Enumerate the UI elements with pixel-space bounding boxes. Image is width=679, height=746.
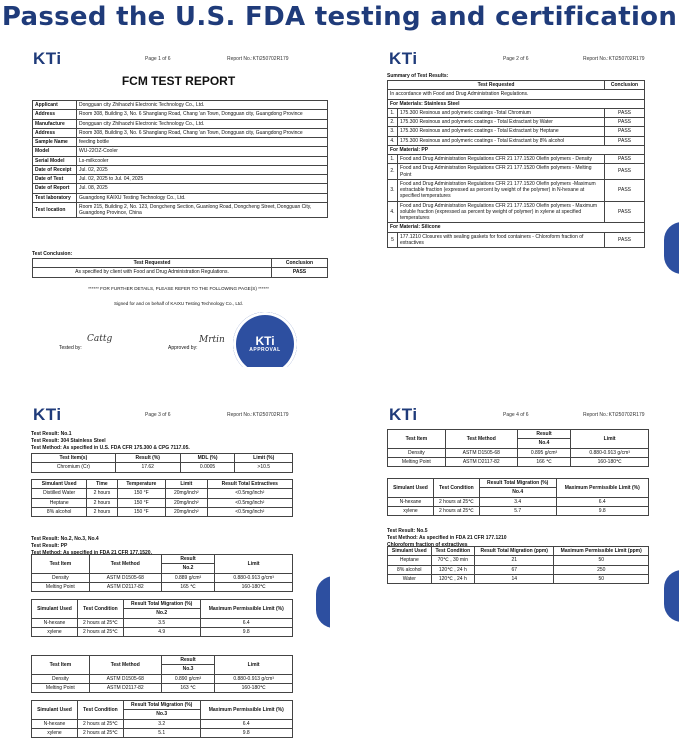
report-page-3 <box>27 398 330 746</box>
result-cell: PASS <box>605 108 645 117</box>
page-number: Page 4 of 6 <box>503 412 529 418</box>
table-cell: 165 ℃ <box>161 582 215 591</box>
table-cell: ASTM D2117-82 <box>89 582 161 591</box>
migration-no4-table <box>387 478 649 516</box>
table-cell: Melting Point <box>32 683 90 692</box>
col-header: Maximum Permissible Limit (%) <box>200 701 293 720</box>
col-header: Maximum Permissible Limit (%) <box>556 479 649 498</box>
table-cell: 160-180℃ <box>571 457 649 466</box>
kti-logo: KTi <box>33 405 62 424</box>
table-row <box>32 582 293 591</box>
page-number: Page 3 of 6 <box>145 412 171 418</box>
table-cell: 20mg/inch² <box>166 507 207 516</box>
table-cell: 9.8 <box>556 506 649 515</box>
header-row <box>388 430 649 439</box>
sample-label: No.4 <box>479 488 556 497</box>
result-cell: PASS <box>605 201 645 223</box>
col-header: Test Method <box>445 430 517 449</box>
table-row <box>388 565 649 574</box>
col-header: Result Total Migration (%) <box>123 701 200 710</box>
table-cell: 67 <box>475 565 554 574</box>
requirement-text: Food and Drug Administration Regulations CFR 21 177.1520 Olefin polymers -Maximum extractable fraction (expressed as percent by weight of the polymer) in N-hexane at specified temperatures <box>398 179 605 201</box>
table-cell: 166 ℃ <box>517 457 571 466</box>
field-label: Sample Name <box>33 138 77 147</box>
summary-row <box>388 127 645 136</box>
table-cell: 150 °F <box>117 489 166 498</box>
table-cell: ASTM D1505-68 <box>445 448 517 457</box>
field-label: Address <box>33 128 77 137</box>
table-cell: 14 <box>475 574 554 583</box>
result-cell: PASS <box>605 136 645 145</box>
table-cell: 160-180℃ <box>215 683 293 692</box>
field-label: Date of Report <box>33 184 77 193</box>
report-page-4 <box>383 398 679 746</box>
info-row <box>33 110 328 119</box>
col-header: Result <box>517 430 571 439</box>
table-cell: 8% alcohol <box>388 565 432 574</box>
heading-line: Test Method: As specified in U.S. FDA CFR 175.300 & CPG 7117.05. <box>31 444 190 451</box>
heading-line: Chloroform fraction of extractives <box>387 541 468 548</box>
col-header: Simulant Used <box>388 547 432 556</box>
table-cell: Heptane <box>388 556 432 565</box>
heading-line: Test Result: PP <box>31 542 68 549</box>
table-row <box>388 457 649 466</box>
table-row <box>32 498 293 507</box>
table-cell: 2 hours <box>87 507 117 516</box>
sample-label: No.3 <box>161 665 215 674</box>
info-row <box>33 147 328 156</box>
col-header: Limit <box>215 555 293 574</box>
table-cell: Melting Point <box>388 457 446 466</box>
table-row <box>388 556 649 565</box>
table-cell: 20mg/inch² <box>166 489 207 498</box>
table-cell: 2 hours at 25℃ <box>433 497 479 506</box>
table-cell: 2 hours <box>87 489 117 498</box>
table-cell: <0.5mg/inch² <box>207 498 292 507</box>
table-row <box>32 573 293 582</box>
page-number: Page 2 of 6 <box>503 56 529 62</box>
table-cell: Density <box>388 448 446 457</box>
conclusion-result: PASS <box>272 268 328 277</box>
header-row <box>32 656 293 665</box>
field-label: Serial Model <box>33 156 77 165</box>
group-row <box>388 145 645 154</box>
sample-label: No.2 <box>123 609 200 618</box>
table-cell: 5.7 <box>479 506 556 515</box>
table-row <box>32 719 293 728</box>
report-info-table <box>32 100 328 218</box>
table-cell: ASTM D1505-68 <box>89 573 161 582</box>
field-label: Manufacture <box>33 119 77 128</box>
tested-by-label: Tested by: <box>59 345 82 351</box>
table-cell: 120℃ , 24 h <box>431 565 474 574</box>
summary-heading: Summary of Test Results: <box>387 73 449 79</box>
col-header: Test Item <box>388 430 446 449</box>
table-cell: xylene <box>32 728 78 737</box>
info-row <box>33 156 328 165</box>
approver-signature: Mrtin <box>199 335 225 345</box>
table-cell: >10.5 <box>235 463 293 472</box>
table-cell: 160-180℃ <box>215 582 293 591</box>
table-cell: 17.62 <box>115 463 180 472</box>
col-header: Test Requested <box>33 259 272 268</box>
col-header: MDL (%) <box>180 454 235 463</box>
table-row <box>388 448 649 457</box>
col-header: Test Condition <box>431 547 474 556</box>
field-label: Model <box>33 147 77 156</box>
table-cell: ASTM D2117-82 <box>89 683 161 692</box>
table-cell: 8% alcohol <box>32 507 87 516</box>
summary-row <box>388 179 645 201</box>
col-header: Test Requested <box>388 81 605 90</box>
requirement-text: 175.300 Resinous and polymeric coatings - Total Extractant by Water <box>398 118 605 127</box>
table-cell: Density <box>32 573 90 582</box>
table-cell: 9.8 <box>200 627 293 636</box>
kti-logo: KTi <box>33 49 62 68</box>
report-page-1 <box>27 42 330 367</box>
table-cell: 70℃ , 30 min <box>431 556 474 565</box>
col-header: Simulant Used <box>32 600 78 619</box>
group-row <box>388 99 645 108</box>
table-row <box>32 674 293 683</box>
heading-line: Test Result: No.1 <box>31 431 72 437</box>
table-cell: 0.880-0.913 g/cm³ <box>215 573 293 582</box>
row-number: 4. <box>388 201 398 223</box>
header-row <box>388 547 649 556</box>
col-header: Simulant Used <box>388 479 434 498</box>
group-title: For Material: PP <box>388 145 645 154</box>
table-cell: 0.880-0.913 g/cm³ <box>215 674 293 683</box>
chromium-table <box>31 453 293 473</box>
result-cell: PASS <box>605 232 645 248</box>
result-cell: PASS <box>605 179 645 201</box>
table-row <box>32 463 293 472</box>
col-header: Limit <box>571 430 649 449</box>
table-cell: 2 hours at 25℃ <box>77 618 123 627</box>
row-number: 3. <box>388 179 398 201</box>
field-value: Room 215, Building 2, No. 123, Dongcheng Section, Guanlong Road, Dongcheng Street, Dongguan City, Guangdong Province, China <box>77 202 328 218</box>
table-cell: 50 <box>554 574 649 583</box>
summary-row <box>388 118 645 127</box>
row-number: 5 <box>388 232 398 248</box>
col-header: Test Item <box>32 656 90 675</box>
col-header: Test Method <box>89 656 161 675</box>
table-cell: 0.880-0.913 g/cm³ <box>571 448 649 457</box>
kti-logo: KTi <box>389 405 418 424</box>
table-cell: 2 hours at 25℃ <box>77 719 123 728</box>
table-cell: Heptane <box>32 498 87 507</box>
col-header: Result (%) <box>115 454 180 463</box>
heading-line: Test Result: 304 Stainless Steel <box>31 437 106 444</box>
table-cell: 3.2 <box>123 719 200 728</box>
further-details-note: ****** FOR FURTHER DETAILS, PLEASE REFER TO THE FOLLOWING PAGE(S) ****** <box>88 286 269 291</box>
field-value: Dongguan city Zhihaozhi Electronic Technology Co., Ltd. <box>77 119 328 128</box>
col-header: Temperature <box>117 480 166 489</box>
requirement-text: Food and Drug Administration Regulations CFR 21 177.1520 Olefin polymers - Density <box>398 155 605 164</box>
col-header: Conclusion <box>605 81 645 90</box>
info-row <box>33 184 328 193</box>
sample-label: No.2 <box>161 564 215 573</box>
header-row <box>32 555 293 564</box>
seal-logo: KTi <box>255 333 275 348</box>
kti-logo: KTi <box>389 49 418 68</box>
col-header: Limit <box>215 656 293 675</box>
table-cell: 6.4 <box>200 618 293 627</box>
intro-cell: In accordance with Food and Drug Administration Regulations. <box>388 90 645 99</box>
row-number: 4. <box>388 136 398 145</box>
requirement-text: Food and Drug Administration Regulations CFR 21 177.1520 Olefin polymers - Maximum soluble fraction (expressed as percent by weight of polymer) in xylene at specified temperatures <box>398 201 605 223</box>
table-cell: 6.4 <box>556 497 649 506</box>
field-value: Jul. 08, 2025 <box>77 184 328 193</box>
table-cell: 250 <box>554 565 649 574</box>
col-header: Simulant Used <box>32 480 87 489</box>
group-title: For Material: Silicone <box>388 223 645 232</box>
seal-label: APPROVAL <box>249 346 281 353</box>
seal-edge <box>664 570 679 622</box>
table-cell: 0.889 g/cm³ <box>161 573 215 582</box>
table-cell: 6.4 <box>200 719 293 728</box>
col-header: Conclusion <box>272 259 328 268</box>
table-cell: 5.1 <box>123 728 200 737</box>
col-header: Test Item(s) <box>32 454 116 463</box>
col-header: Limit <box>166 480 207 489</box>
field-value: Room 308, Building 3, No. 6 Shanglang Road, Chang 'an Town, Dongguan city, Guangdong Province <box>77 128 328 137</box>
page-headline: Passed the U.S. FDA testing and certification <box>1 2 678 32</box>
table-row <box>388 497 649 506</box>
group-title: For Materials: Stainless Steel <box>388 99 645 108</box>
table-cell: 3.5 <box>123 618 200 627</box>
table-row <box>32 507 293 516</box>
col-header: Test Condition <box>77 701 123 720</box>
field-label: Test location <box>33 202 77 218</box>
summary-row <box>388 136 645 145</box>
seal-edge <box>316 576 330 628</box>
table-cell: 2 hours at 25℃ <box>77 728 123 737</box>
table-cell: 0.895 g/cm³ <box>517 448 571 457</box>
heading-line: Test Result: No.2, No.3, No.4 <box>31 536 99 542</box>
row-number: 1. <box>388 155 398 164</box>
table-cell: 3.4 <box>479 497 556 506</box>
col-header: Result <box>161 555 215 564</box>
col-header: Time <box>87 480 117 489</box>
table-cell: 20mg/inch² <box>166 498 207 507</box>
col-header: Result Total Migration (%) <box>479 479 556 488</box>
table-cell: N-hexane <box>32 618 78 627</box>
header-row <box>32 480 293 489</box>
table-cell: 0.0005 <box>180 463 235 472</box>
result-cell: PASS <box>605 127 645 136</box>
header-row <box>32 600 293 609</box>
header-row <box>32 701 293 710</box>
migration-no2-table <box>31 599 293 637</box>
table-cell: 21 <box>475 556 554 565</box>
requirement-text: 175.300 Resinous and polymeric coatings - Total Extractant by Heptane <box>398 127 605 136</box>
table-cell: xylene <box>388 506 434 515</box>
row-number: 2. <box>388 164 398 180</box>
report-number: Report No.:KTi250702R179 <box>227 56 289 62</box>
table-row <box>388 574 649 583</box>
silicone-table <box>387 546 649 584</box>
report-number: Report No.:KTi250702R179 <box>583 412 645 418</box>
header-row <box>388 479 649 488</box>
migration-no3-table <box>31 700 293 738</box>
col-header: Result Total Extractives <box>207 480 292 489</box>
info-row <box>33 138 328 147</box>
col-header: Limit (%) <box>235 454 293 463</box>
info-row <box>33 119 328 128</box>
report-number: Report No.:KTi250702R179 <box>227 412 289 418</box>
result-cell: PASS <box>605 118 645 127</box>
summary-row <box>388 232 645 248</box>
field-value: Ls-milkcooler <box>77 156 328 165</box>
row-number: 3. <box>388 127 398 136</box>
result-heading-1 <box>31 431 190 451</box>
col-header: Test Condition <box>433 479 479 498</box>
table-row <box>32 618 293 627</box>
field-label: Applicant <box>33 101 77 110</box>
row-number: 2. <box>388 118 398 127</box>
sample-label: No.4 <box>517 439 571 448</box>
info-row <box>33 101 328 110</box>
field-value: Dongguan city Zhihaozhi Electronic Technology Co., Ltd. <box>77 101 328 110</box>
table-row <box>32 683 293 692</box>
table-cell: Melting Point <box>32 582 90 591</box>
approved-by-label: Approved by: <box>168 345 198 351</box>
field-value: Room 308, Building 3, No. 6 Shanglang Road, Chang 'an Town, Dongguan city, Guangdong Province <box>77 110 328 119</box>
conclusion-cell: As specified by client with Food and Drug Administration Regulations. <box>33 268 272 277</box>
table-cell: 120℃ , 24 h <box>431 574 474 583</box>
conclusion-heading: Test Conclusion: <box>32 251 73 257</box>
field-value: Jul. 02, 2025 <box>77 165 328 174</box>
summary-row <box>388 155 645 164</box>
table-cell: 2 hours at 25℃ <box>77 627 123 636</box>
report-title: FCM TEST REPORT <box>121 74 236 88</box>
summary-table <box>387 80 645 248</box>
col-header: Maximum Permissible Limit (ppm) <box>554 547 649 556</box>
table-cell: 2 hours at 25℃ <box>433 506 479 515</box>
requirement-text: 177.1210 Closures with sealing gaskets for food containers - Chloroform fraction of extractives <box>398 232 605 248</box>
report-page-2 <box>383 42 679 367</box>
tester-signature: Cattg <box>87 334 113 344</box>
table-cell: Water <box>388 574 432 583</box>
col-header: Maximum Permissible Limit (%) <box>200 600 293 619</box>
table-cell: <0.5mg/inch² <box>207 489 292 498</box>
intro-row <box>388 90 645 99</box>
page-number: Page 1 of 6 <box>145 56 171 62</box>
pp-no3-table <box>31 655 293 693</box>
col-header: Test Method <box>89 555 161 574</box>
field-label: Address <box>33 110 77 119</box>
info-row <box>33 175 328 184</box>
field-label: Date of Receipt <box>33 165 77 174</box>
col-header: Result Total Migration (ppm) <box>475 547 554 556</box>
table-cell: 0.890 g/cm³ <box>161 674 215 683</box>
info-row <box>33 165 328 174</box>
signed-line: Signed for and on behalf of KAIXU Testing Technology Co., Ltd. <box>113 301 244 306</box>
table-cell: 50 <box>554 556 649 565</box>
table-cell: 2 hours <box>87 498 117 507</box>
pp-no2-table <box>31 554 293 592</box>
col-header: Test Condition <box>77 600 123 619</box>
field-label: Date of Test <box>33 175 77 184</box>
col-header: Result Total Migration (%) <box>123 600 200 609</box>
summary-row <box>388 201 645 223</box>
table-row <box>32 627 293 636</box>
seal-edge <box>664 222 679 274</box>
table-cell: 163 ℃ <box>161 683 215 692</box>
field-value: Guangdong KAIXU Testing Technology Co., Ltd. <box>77 193 328 202</box>
table-row <box>32 489 293 498</box>
header-row <box>388 81 645 90</box>
table-cell: xylene <box>32 627 78 636</box>
table-row <box>32 728 293 737</box>
table-row <box>388 506 649 515</box>
table-cell: 9.8 <box>200 728 293 737</box>
table-cell: 150 °F <box>117 498 166 507</box>
conclusion-table <box>32 258 328 278</box>
header-row <box>32 454 293 463</box>
col-header: Simulant Used <box>32 701 78 720</box>
table-cell: ASTM D1505-68 <box>89 674 161 683</box>
field-label: Test laboratory <box>33 193 77 202</box>
table-cell: ASTM D2117-82 <box>445 457 517 466</box>
table-cell: N-hexane <box>388 497 434 506</box>
field-value: feeding bottle <box>77 138 328 147</box>
heading-line: Test Method: As specified in FDA 21 CFR 177.1520. <box>31 549 152 556</box>
col-header: Test Item <box>32 555 90 574</box>
approval-seal <box>233 312 297 367</box>
table-cell: <0.5mg/inch² <box>207 507 292 516</box>
field-value: Jul. 02, 2025 to Jul. 04, 2025 <box>77 175 328 184</box>
summary-row <box>388 108 645 117</box>
col-header: Result <box>161 656 215 665</box>
heading-line: Test Method: As specified in FDA 21 CFR 177.1210 <box>387 534 507 541</box>
info-row <box>33 128 328 137</box>
requirement-text: 175.300 Resinous and polymeric coatings -Total Chromium <box>398 108 605 117</box>
field-value: WU-22OZ-Cooler <box>77 147 328 156</box>
table-cell: Distilled Water <box>32 489 87 498</box>
table-cell: Chromium (Cr) <box>32 463 116 472</box>
requirement-text: 175.300 Resinous and polymeric coatings - Total Extractant by 8% alcohol <box>398 136 605 145</box>
table-cell: 4.9 <box>123 627 200 636</box>
heading-line: Test Result: No.5 <box>387 528 428 534</box>
info-row <box>33 193 328 202</box>
pp-no4-table <box>387 429 649 467</box>
report-number: Report No.:KTi250702R179 <box>583 56 645 62</box>
result-cell: PASS <box>605 155 645 164</box>
requirement-text: Food and Drug Administration Regulations CFR 21 177.1520 Olefin polymers - Melting Point <box>398 164 605 180</box>
summary-row <box>388 164 645 180</box>
row-number: 1. <box>388 108 398 117</box>
extractives-table <box>31 479 293 517</box>
table-cell: 150 °F <box>117 507 166 516</box>
group-row <box>388 223 645 232</box>
table-cell: N-hexane <box>32 719 78 728</box>
sample-label: No.3 <box>123 710 200 719</box>
result-cell: PASS <box>605 164 645 180</box>
info-row <box>33 202 328 218</box>
table-cell: Density <box>32 674 90 683</box>
